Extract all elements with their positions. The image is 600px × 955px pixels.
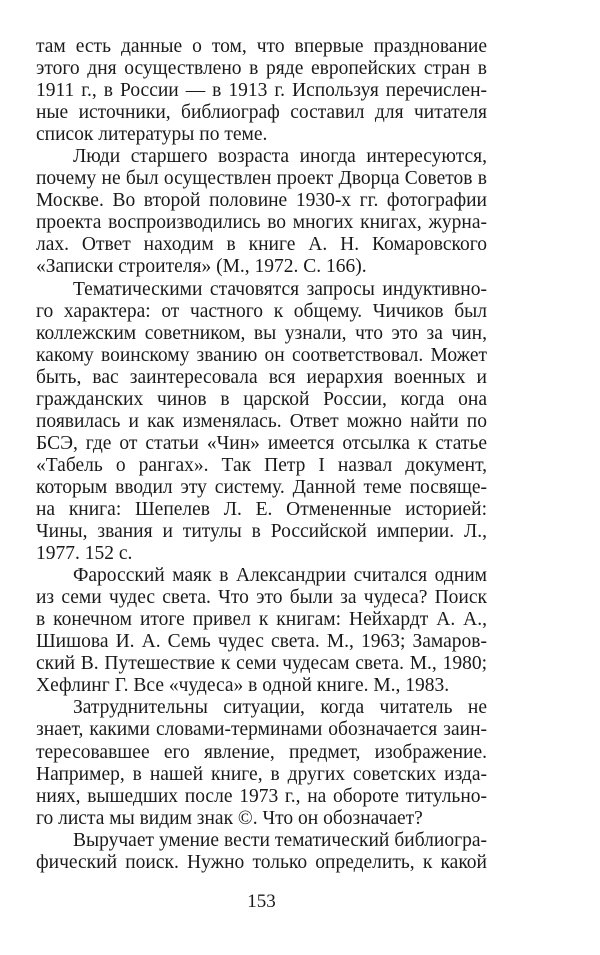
text-line: которым вводил эту систему. Данной теме посвяще- (36, 476, 487, 498)
text-line: почему не был осуществлен проект Дворца Советов в (36, 168, 487, 190)
paragraph (36, 565, 487, 697)
text-line: «Табель о рангах». Так Петр I назвал документ, (36, 454, 487, 476)
text-line: Шишова И. А. Семь чудес света. М., 1963; Замаров- (36, 631, 487, 653)
text-line: го листа мы видим знак ©. Что он обозначает? (36, 807, 423, 829)
text-line: какому воинскому званию он соответствовал. Может (36, 344, 487, 366)
text-line: Тематическими стачовятся запросы индуктивно- (73, 278, 487, 300)
text-line: этого дня осуществлено в ряде европейских стран в (36, 58, 487, 80)
text-line: список литературы по теме. (36, 124, 268, 146)
text-line: ский В. Путешествие к семи чудесам света. М., 1980; (36, 653, 487, 675)
text-line: быть, вас заинтересовала вся иерархия военных и (36, 366, 487, 388)
text-line: ниях, вышедших после 1973 г., на обороте титульно- (36, 785, 487, 807)
text-line: 1977. 152 с. (36, 543, 133, 565)
text-line: лах. Ответ находим в книге А. Н. Комаровского (36, 234, 487, 256)
text-line: в конечном итоге привел к книгам: Нейхардт А. А., (36, 609, 487, 631)
paragraph (36, 830, 487, 874)
text-line: на книга: Шепелев Л. Е. Отмененные историей: (36, 498, 487, 520)
paragraph (36, 697, 487, 829)
text-line: появилась и как изменялась. Ответ можно найти по (36, 410, 487, 432)
text-line: коллежским советником, вы узнали, что это за чин, (36, 322, 487, 344)
text-line: Например, в нашей книге, в других советских изда- (36, 763, 487, 785)
text-line: ные источники, библиограф составил для читателя (36, 102, 487, 124)
text-line: Чины, звания и титулы в Российской империи. Л., (36, 521, 487, 543)
paragraph (36, 146, 487, 278)
paragraph (36, 36, 487, 146)
text-line: 1911 г., в России — в 1913 г. Используя перечислен- (36, 80, 487, 102)
text-line: Москве. Во второй половине 1930-х гг. фотографии (36, 190, 487, 212)
text-line: БСЭ, где от статьи «Чин» имеется отсылка к статье (36, 432, 487, 454)
text-line: из семи чудес света. Что это были за чудеса? Поиск (36, 587, 487, 609)
text-line: Выручает умение вести тематический библиогра- (73, 829, 487, 851)
text-line: Люди старшего возраста иногда интересуются, (73, 146, 487, 168)
text-line: тересовавшее его явление, предмет, изображение. (36, 741, 487, 763)
text-line: проекта воспроизводились во многих книгах, журна- (36, 212, 487, 234)
text-line: «Записки строителя» (М., 1972. С. 166). (36, 256, 367, 278)
text-line: гражданских чинов в царской России, когда она (36, 388, 487, 410)
text-line: знает, какими словами-терминами обозначается заин- (36, 719, 487, 741)
text-line: Хефлинг Г. Все «чудеса» в одной книге. М., 1983. (36, 675, 450, 697)
text-line: Фаросский маяк в Александрии считался одним (73, 565, 487, 587)
text-line: там есть данные о том, что впервые празднование (36, 36, 487, 57)
text-line: го характера: от частного к общему. Чичиков был (36, 300, 487, 322)
paragraph (36, 279, 487, 566)
page-number: 153 (247, 891, 276, 912)
page-body-text (36, 36, 487, 874)
text-line: Затруднительны ситуации, когда читатель не (73, 697, 487, 719)
text-line: фический поиск. Нужно только определить, к какой (36, 851, 487, 873)
